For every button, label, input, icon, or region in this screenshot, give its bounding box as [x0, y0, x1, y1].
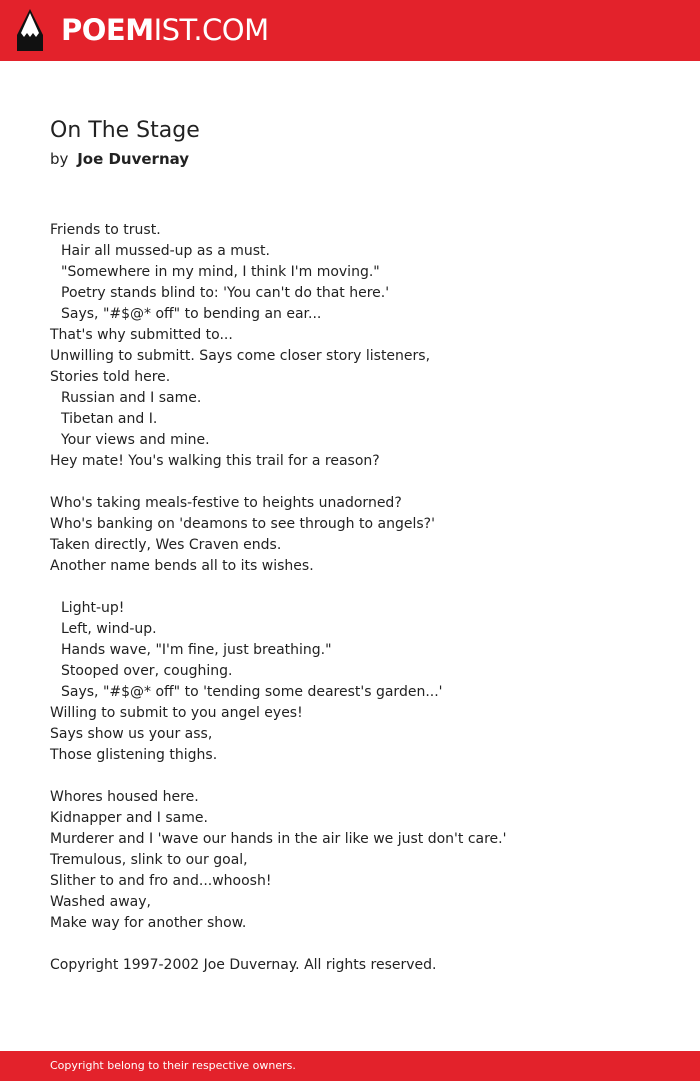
pencil-icon [17, 9, 43, 51]
poem-line: Hair all mussed-up as a must. [61, 243, 270, 259]
poem-line: Light-up! [61, 600, 125, 616]
poem-line: Hey mate! You's walking this trail for a reason? [50, 453, 380, 469]
poem-line: Whores housed here. [50, 789, 199, 805]
poem-body [50, 220, 670, 934]
stanza-break [50, 766, 670, 787]
poem-line: Says show us your ass, [50, 726, 213, 742]
logo-text-bold: POEM [61, 13, 154, 47]
poem-line: Russian and I same. [61, 390, 202, 406]
site-logo-text [61, 9, 269, 51]
poem-line: Tremulous, slink to our goal, [50, 852, 248, 868]
author-link[interactable]: Joe Duvernay [77, 150, 190, 168]
poem-line: Says, "#$@* off" to bending an ear... [61, 306, 322, 322]
poem-line: Those glistening thighs. [50, 747, 218, 763]
site-header [0, 0, 700, 61]
poem-line: Poetry stands blind to: 'You can't do that here.' [61, 285, 390, 301]
poem-line: "Somewhere in my mind, I think I'm moving." [61, 264, 380, 280]
stanza-break [50, 472, 670, 493]
poem-line: Left, wind-up. [61, 621, 157, 637]
poem-line: Taken directly, Wes Craven ends. [50, 537, 282, 553]
stanza-break [50, 577, 670, 598]
poem-line: That's why submitted to... [50, 327, 233, 343]
site-logo-link[interactable] [17, 9, 269, 51]
by-label: by [50, 150, 69, 168]
poem-line: Your views and mine. [61, 432, 210, 448]
poem-content [50, 115, 670, 976]
poem-title: On The Stage [50, 118, 200, 143]
poem-line: Kidnapper and I same. [50, 810, 208, 826]
poem-line: Murderer and I 'wave our hands in the air like we just don't care.' [50, 831, 507, 847]
poem-line: Who's banking on 'deamons to see through to angels?' [50, 516, 435, 532]
site-footer [0, 1051, 700, 1081]
poem-line: Stooped over, coughing. [61, 663, 233, 679]
poem-line: Friends to trust. [50, 222, 161, 238]
poem-byline [50, 147, 670, 171]
poem-line: Hands wave, "I'm fine, just breathing." [61, 642, 332, 658]
poem-line: Another name bends all to its wishes. [50, 558, 314, 574]
poem-line: Willing to submit to you angel eyes! [50, 705, 303, 721]
poem-copyright: Copyright 1997-2002 Joe Duvernay. All rights reserved. [50, 957, 437, 973]
poem-line: Make way for another show. [50, 915, 247, 931]
poem-line: Slither to and fro and...whoosh! [50, 873, 272, 889]
poem-line: Unwilling to submitt. Says come closer story listeners, [50, 348, 431, 364]
poem-line: Washed away, [50, 894, 151, 910]
poem-line: Who's taking meals-festive to heights unadorned? [50, 495, 402, 511]
poem-line: Tibetan and I. [61, 411, 158, 427]
footer-text: Copyright belong to their respective owners. [50, 1059, 296, 1072]
poem-line: Stories told here. [50, 369, 171, 385]
logo-text-light: IST.COM [153, 13, 269, 47]
poem-line: Says, "#$@* off" to 'tending some dearest's garden...' [61, 684, 443, 700]
